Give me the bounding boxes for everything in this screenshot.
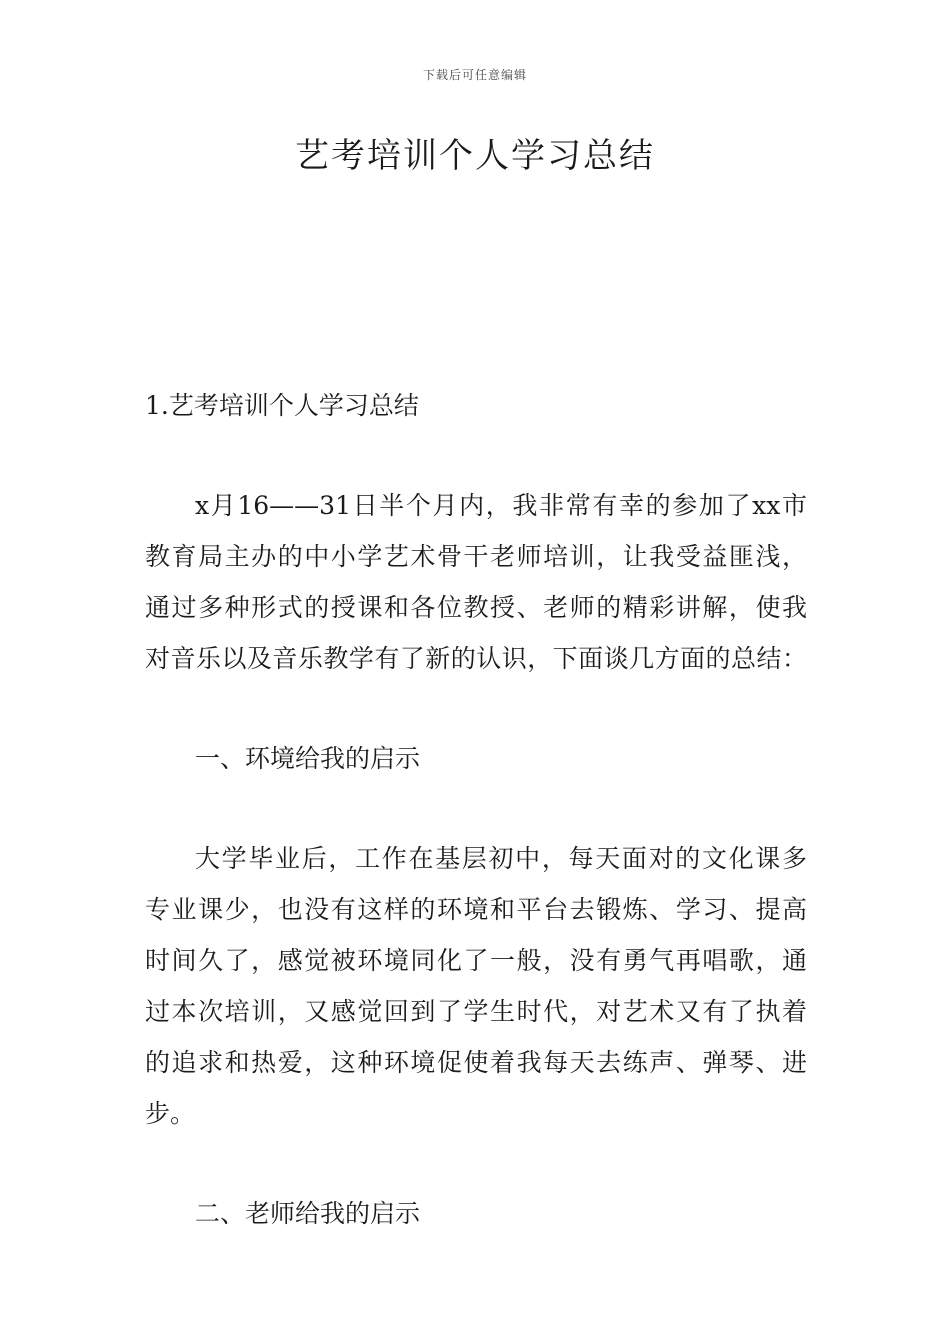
paragraph-line: 时间久了，感觉被环境同化了一般，没有勇气再唱歌，通	[145, 946, 807, 975]
paragraph-line: 教育局主办的中小学艺术骨干老师培训，让我受益匪浅，	[145, 542, 807, 571]
section-heading: 1.艺考培训个人学习总结	[145, 391, 419, 420]
paragraph-line: 专业课少，也没有这样的环境和平台去锻炼、学习、提高	[145, 895, 807, 924]
paragraph-1	[145, 480, 807, 684]
paragraph-line: 通过多种形式的授课和各位教授、老师的精彩讲解，使我	[145, 593, 807, 622]
subheading-1-block	[145, 733, 807, 784]
paragraph-2	[145, 833, 807, 1139]
document-body	[145, 380, 807, 1239]
paragraph-line: 对音乐以及音乐教学有了新的认识，下面谈几方面的总结：	[145, 644, 807, 673]
paragraph-line: 过本次培训，又感觉回到了学生时代，对艺术又有了执着	[145, 997, 807, 1026]
subheading-1: 一、环境给我的启示	[195, 744, 421, 773]
paragraph-line: 的追求和热爱，这种环境促使着我每天去练声、弹琴、进	[145, 1048, 807, 1077]
subheading-2: 二、老师给我的启示	[195, 1199, 421, 1228]
header-note: 下载后可任意编辑	[422, 68, 527, 82]
subheading-2-block	[145, 1188, 807, 1239]
document-title: 艺考培训个人学习总结	[295, 136, 655, 176]
paragraph-line: 大学毕业后，工作在基层初中，每天面对的文化课多	[195, 844, 807, 873]
section-heading-block	[145, 380, 807, 431]
paragraph-line: 步。	[145, 1099, 196, 1128]
paragraph-line: x月16——31日半个月内，我非常有幸的参加了xx市	[195, 491, 807, 520]
